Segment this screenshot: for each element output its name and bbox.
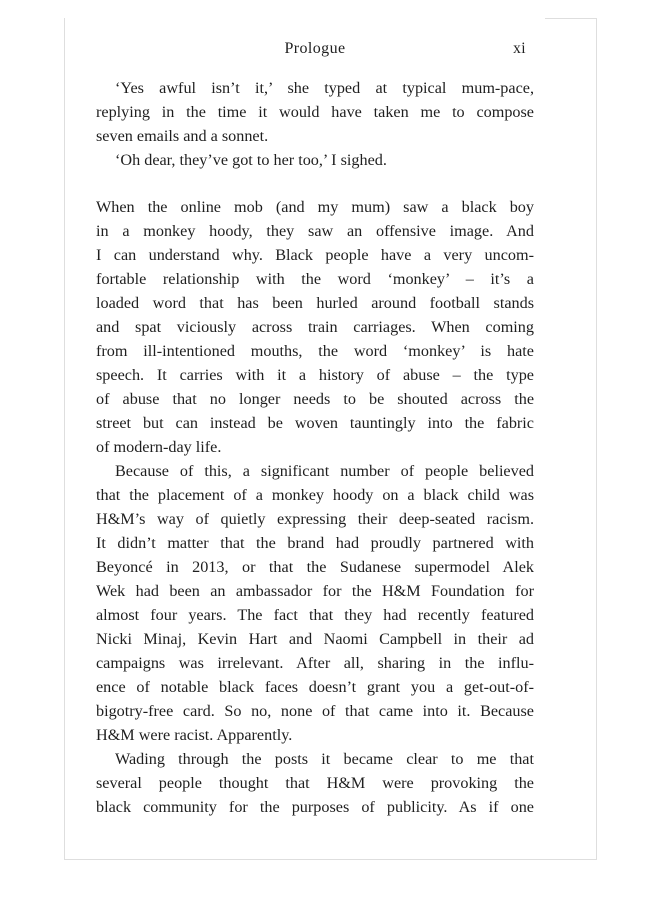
running-head <box>96 40 534 62</box>
paragraph <box>96 459 534 747</box>
text-line: ‘Oh dear, they’ve got to her too,’ I sighed. <box>115 151 387 169</box>
text-line: fortable relationship with the word ‘monkey’ – it’s a <box>96 270 534 288</box>
text-line: bigotry-free card. So no, none of that came into it. Because <box>96 702 534 720</box>
text-line: of abuse that no longer needs to be shouted across the <box>96 390 534 408</box>
paragraph <box>96 747 534 819</box>
text-line: from ill-intentioned mouths, the word ‘monkey’ is hate <box>96 342 534 360</box>
page-edge-left <box>64 18 65 860</box>
text-line: speech. It carries with it a history of abuse – the type <box>96 366 534 384</box>
text-line: and spat viciously across train carriages. When coming <box>96 318 534 336</box>
text-line: ‘Yes awful isn’t it,’ she typed at typical mum-pace, <box>115 79 534 97</box>
text-line: When the online mob (and my mum) saw a black boy <box>96 198 534 216</box>
text-line: Nicki Minaj, Kevin Hart and Naomi Campbell in their ad <box>96 630 534 648</box>
text-line: several people thought that H&M were provoking the <box>96 774 534 792</box>
text-line: loaded word that has been hurled around football stands <box>96 294 534 312</box>
page-number: xi <box>513 40 526 57</box>
paragraph <box>96 195 534 459</box>
text-line: Beyoncé in 2013, or that the Sudanese supermodel Alek <box>96 558 534 576</box>
page-body <box>96 76 534 819</box>
text-line: of modern-day life. <box>96 438 222 456</box>
text-line: campaigns was irrelevant. After all, sharing in the influ- <box>96 654 534 672</box>
text-line: It didn’t matter that the brand had proudly partnered with <box>96 534 534 552</box>
text-line: Because of this, a significant number of people believed <box>115 462 534 480</box>
text-line: ence of notable black faces doesn’t grant you a get-out-of- <box>96 678 534 696</box>
text-line: I can understand why. Black people have a very uncom- <box>96 246 534 264</box>
text-line: in a monkey hoody, they saw an offensive image. And <box>96 222 534 240</box>
page-edge-bottom <box>64 859 597 860</box>
page-edge-top <box>545 18 597 19</box>
text-line: almost four years. The fact that they had recently featured <box>96 606 534 624</box>
text-line: Wading through the posts it became clear to me that <box>115 750 534 768</box>
text-line: Wek had been an ambassador for the H&M Foundation for <box>96 582 534 600</box>
page-edge-right <box>596 18 597 860</box>
text-line: that the placement of a monkey hoody on a black child was <box>96 486 534 504</box>
text-line: H&M were racist. Apparently. <box>96 726 293 744</box>
text-line: street but can instead be woven tauntingly into the fabric <box>96 414 534 432</box>
text-line: black community for the purposes of publicity. As if one <box>96 798 534 816</box>
text-line: H&M’s way of quietly expressing their deep-seated racism. <box>96 510 534 528</box>
paragraph <box>96 76 534 148</box>
chapter-title: Prologue <box>284 40 346 57</box>
text-line: seven emails and a sonnet. <box>96 127 269 145</box>
paragraph <box>96 148 534 172</box>
text-line: replying in the time it would have taken me to compose <box>96 103 534 121</box>
